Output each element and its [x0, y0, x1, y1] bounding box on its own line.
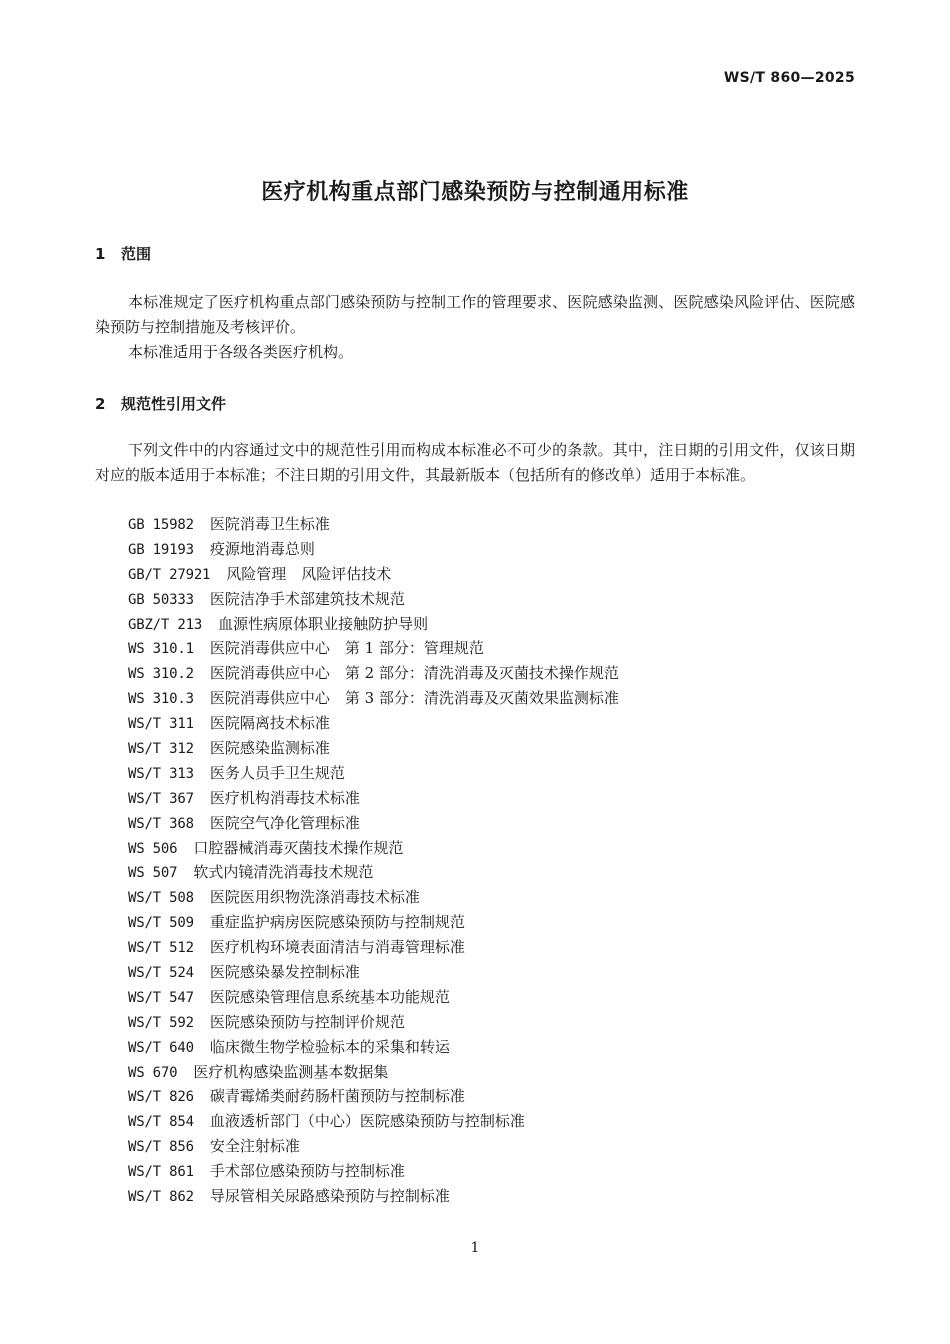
- section-title: 范围: [121, 245, 152, 263]
- reference-code: WS/T 854: [128, 1114, 194, 1131]
- reference-code: GBZ/T 213: [128, 616, 203, 633]
- reference-code: WS/T 640: [128, 1039, 194, 1056]
- reference-item: [128, 562, 619, 587]
- reference-code: WS/T 509: [128, 915, 194, 932]
- reference-code: WS 310.1: [128, 641, 194, 658]
- normative-reference-list: [128, 512, 619, 1209]
- reference-code: WS/T 524: [128, 965, 194, 982]
- reference-item: [128, 1109, 619, 1134]
- reference-item: [128, 1084, 619, 1109]
- reference-title: 医院医用织物洗涤消毒技术标准: [209, 888, 420, 907]
- reference-title: 医院消毒卫生标准: [209, 515, 330, 533]
- reference-title: 导尿管相关尿路感染预防与控制标准: [209, 1187, 450, 1206]
- reference-item: [128, 836, 619, 861]
- section-1-paragraph-2: 本标准适用于各级各类医疗机构。: [128, 343, 354, 361]
- reference-title: 疫源地消毒总则: [209, 539, 315, 558]
- reference-item: [128, 686, 619, 711]
- section-title: 规范性引用文件: [121, 395, 227, 413]
- reference-item: [128, 885, 619, 910]
- reference-title: 医疗机构环境表面清洁与消毒管理标准: [209, 938, 465, 957]
- reference-code: GB/T 27921: [128, 566, 211, 583]
- reference-item: [128, 935, 619, 960]
- reference-title: 医疗机构感染监测基本数据集: [193, 1062, 389, 1081]
- reference-title: 医院感染预防与控制评价规范: [209, 1012, 405, 1031]
- reference-title: 医院隔离技术标准: [209, 714, 330, 733]
- reference-code: WS 310.2: [128, 666, 194, 683]
- reference-code: WS/T 368: [128, 815, 194, 832]
- reference-code: WS/T 861: [128, 1164, 194, 1181]
- reference-item: [128, 786, 619, 811]
- reference-code: WS/T 312: [128, 741, 194, 758]
- reference-code: WS 670: [128, 1064, 178, 1081]
- reference-item: [128, 910, 619, 935]
- reference-title: 医务人员手卫生规范: [209, 763, 345, 782]
- reference-code: WS/T 508: [128, 890, 194, 907]
- section-1-paragraph-1: 本标准规定了医疗机构重点部门感染预防与控制工作的管理要求、医院感染监测、医院感染风险评估、医院感染预防与控制措施及考核评价。: [95, 293, 855, 336]
- reference-title: 安全注射标准: [209, 1137, 300, 1156]
- reference-title: 风险管理 风险评估技术: [226, 564, 392, 583]
- reference-item: [128, 1060, 619, 1085]
- reference-title: 软式内镜清洗消毒技术规范: [193, 863, 374, 882]
- reference-item: [128, 1159, 619, 1184]
- reference-title: 医院消毒供应中心 第 2 部分：清洗消毒及灭菌技术操作规范: [209, 664, 619, 683]
- reference-item: [128, 587, 619, 612]
- reference-item: [128, 811, 619, 836]
- reference-title: 医院空气净化管理标准: [209, 813, 360, 832]
- reference-title: 医院感染管理信息系统基本功能规范: [209, 987, 450, 1006]
- reference-item: [128, 960, 619, 985]
- reference-item: [128, 1035, 619, 1060]
- reference-title: 血液透析部门（中心）医院感染预防与控制标准: [209, 1112, 525, 1131]
- reference-code: WS/T 826: [128, 1089, 194, 1106]
- reference-code: WS/T 862: [128, 1189, 194, 1206]
- page-number: 1: [470, 1240, 480, 1256]
- reference-title: 碳青霉烯类耐药肠杆菌预防与控制标准: [209, 1087, 465, 1106]
- reference-code: GB 19193: [128, 541, 194, 558]
- reference-item: [128, 537, 619, 562]
- reference-title: 医院感染暴发控制标准: [209, 963, 360, 982]
- section-number: 1: [95, 245, 106, 263]
- reference-code: WS/T 592: [128, 1014, 194, 1031]
- reference-title: 医院洁净手术部建筑技术规范: [209, 589, 405, 608]
- reference-title: 血源性病原体职业接触防护导则: [218, 614, 429, 633]
- section-number: 2: [95, 395, 106, 413]
- reference-item: [128, 512, 619, 537]
- reference-title: 医院感染监测标准: [209, 739, 330, 758]
- reference-title: 手术部位感染预防与控制标准: [209, 1162, 405, 1181]
- reference-title: 医院消毒供应中心 第 3 部分：清洗消毒及灭菌效果监测标准: [209, 689, 619, 708]
- reference-item: [128, 860, 619, 885]
- reference-code: WS/T 311: [128, 716, 194, 733]
- reference-item: [128, 761, 619, 786]
- reference-code: WS 506: [128, 840, 178, 857]
- reference-code: WS/T 512: [128, 940, 194, 957]
- reference-title: 医院消毒供应中心 第 1 部分：管理规范: [209, 639, 484, 658]
- reference-code: GB 15982: [128, 517, 194, 533]
- reference-code: WS/T 547: [128, 989, 194, 1006]
- reference-title: 重症监护病房医院感染预防与控制规范: [209, 913, 465, 932]
- reference-code: GB 50333: [128, 591, 194, 608]
- reference-title: 医疗机构消毒技术标准: [209, 788, 360, 807]
- section-2-paragraph-1: 下列文件中的内容通过文中的规范性引用而构成本标准必不可少的条款。其中，注日期的引用文件，仅该日期对应的版本适用于本标准；不注日期的引用文件，其最新版本（包括所有的修改单）适用于本标准。: [95, 441, 855, 484]
- reference-item: [128, 1134, 619, 1159]
- reference-title: 临床微生物学检验标本的采集和转运: [209, 1037, 450, 1056]
- reference-item: [128, 985, 619, 1010]
- document-title: 医疗机构重点部门感染预防与控制通用标准: [261, 180, 689, 205]
- section-2-heading: [95, 393, 226, 414]
- reference-item: [128, 612, 619, 637]
- reference-code: WS/T 367: [128, 790, 194, 807]
- reference-item: [128, 1184, 619, 1209]
- reference-item: [128, 636, 619, 661]
- reference-code: WS/T 856: [128, 1139, 194, 1156]
- reference-code: WS 507: [128, 865, 178, 882]
- reference-code: WS/T 313: [128, 765, 194, 782]
- reference-item: [128, 736, 619, 761]
- reference-item: [128, 1010, 619, 1035]
- reference-item: [128, 661, 619, 686]
- document-code: WS/T 860—2025: [723, 70, 855, 86]
- reference-title: 口腔器械消毒灭菌技术操作规范: [193, 838, 404, 857]
- reference-item: [128, 711, 619, 736]
- reference-code: WS 310.3: [128, 691, 194, 708]
- section-1-heading: [95, 243, 151, 264]
